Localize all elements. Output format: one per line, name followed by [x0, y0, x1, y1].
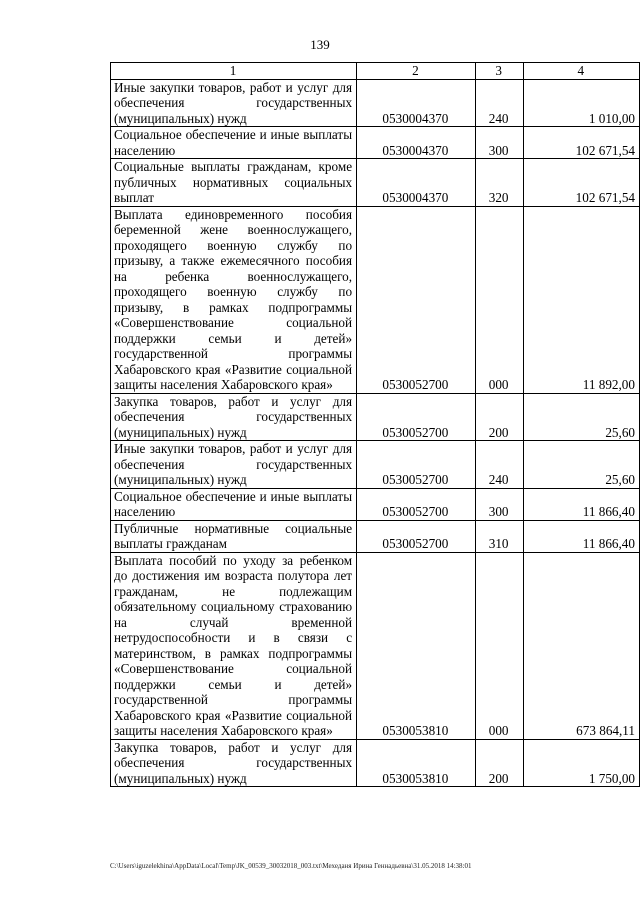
table-row [111, 441, 640, 489]
row-code-cell: 0530004370 [357, 79, 476, 127]
table-row [111, 552, 640, 739]
row-sum-cell: 673 864,11 [523, 552, 639, 739]
row-type-cell: 240 [475, 79, 523, 127]
header-col-3: 3 [475, 63, 523, 80]
row-name-cell: Социальное обеспечение и иные выплаты населению [111, 127, 357, 159]
row-name-cell: Закупка товаров, работ и услуг для обеспечения государственных (муниципальных) нужд [111, 393, 357, 441]
budget-table [110, 62, 640, 787]
table-row [111, 739, 640, 787]
row-code-cell: 0530052700 [357, 393, 476, 441]
row-type-cell: 240 [475, 441, 523, 489]
row-sum-cell: 25,60 [523, 441, 639, 489]
row-sum-cell: 11 892,00 [523, 206, 639, 393]
row-name-cell: Публичные нормативные социальные выплаты гражданам [111, 520, 357, 552]
row-name-cell: Социальные выплаты гражданам, кроме публичных нормативных социальных выплат [111, 159, 357, 207]
row-type-cell: 000 [475, 552, 523, 739]
row-code-cell: 0530053810 [357, 739, 476, 787]
table-row [111, 206, 640, 393]
row-code-cell: 0530052700 [357, 520, 476, 552]
row-name-cell: Выплата пособий по уходу за ребенком до достижения им возраста полутора лет гражданам, не подлежащим обязательному социальному страхованию на случай временной нетрудоспособности и в связи с материнством, в рамках подпрограммы «Совершенствование социальной поддержки семьи и детей» государственной программы Хабаровского края «Развитие социальной защиты населения Хабаровского края» [111, 552, 357, 739]
table-row [111, 520, 640, 552]
row-sum-cell: 102 671,54 [523, 159, 639, 207]
table-row [111, 488, 640, 520]
row-type-cell: 300 [475, 488, 523, 520]
row-type-cell: 000 [475, 206, 523, 393]
row-sum-cell: 102 671,54 [523, 127, 639, 159]
header-col-1: 1 [111, 63, 357, 80]
row-name-cell: Закупка товаров, работ и услуг для обеспечения государственных (муниципальных) нужд [111, 739, 357, 787]
row-sum-cell: 1 750,00 [523, 739, 639, 787]
row-type-cell: 320 [475, 159, 523, 207]
row-type-cell: 310 [475, 520, 523, 552]
table-row [111, 393, 640, 441]
page-number: 139 [310, 37, 330, 52]
row-name-cell: Иные закупки товаров, работ и услуг для обеспечения государственных (муниципальных) нужд [111, 79, 357, 127]
row-sum-cell: 25,60 [523, 393, 639, 441]
row-code-cell: 0530004370 [357, 159, 476, 207]
table-header-row [111, 63, 640, 80]
header-col-2: 2 [357, 63, 476, 80]
row-name-cell: Иные закупки товаров, работ и услуг для обеспечения государственных (муниципальных) нужд [111, 441, 357, 489]
header-col-4: 4 [523, 63, 639, 80]
row-code-cell: 0530052700 [357, 488, 476, 520]
row-sum-cell: 11 866,40 [523, 488, 639, 520]
table-row [111, 159, 640, 207]
row-code-cell: 0530004370 [357, 127, 476, 159]
row-sum-cell: 1 010,00 [523, 79, 639, 127]
row-name-cell: Выплата единовременного пособия беременной жене военнослужащего, проходящего военную службу по призыву, а также ежемесячного пособия на ребенка военнослужащего, проходящего военную службу по призыву, в рамках подпрограммы «Совершенствование социальной поддержки семьи и детей» государственной программы Хабаровского края «Развитие социальной защиты населения Хабаровского края» [111, 206, 357, 393]
table-row [111, 127, 640, 159]
row-name-cell: Социальное обеспечение и иные выплаты населению [111, 488, 357, 520]
table-row [111, 79, 640, 127]
file-path-footer: C:\Users\iguzelekhina\AppData\Local\Temp\JK_00539_30032018_003.txt\Мехеданя Ирина Геннадьевна\31.05.2018 14:38:01 [110, 862, 472, 870]
row-code-cell: 0530052700 [357, 206, 476, 393]
row-type-cell: 200 [475, 393, 523, 441]
row-type-cell: 200 [475, 739, 523, 787]
row-sum-cell: 11 866,40 [523, 520, 639, 552]
row-code-cell: 0530052700 [357, 441, 476, 489]
row-type-cell: 300 [475, 127, 523, 159]
row-code-cell: 0530053810 [357, 552, 476, 739]
